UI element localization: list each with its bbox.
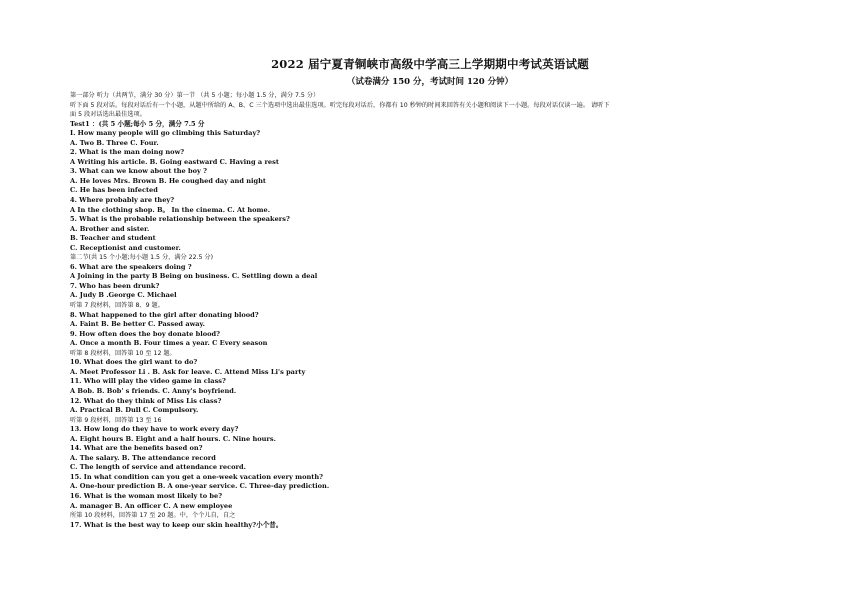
question-line: I. How many people will go climbing this Saturday?	[70, 129, 261, 138]
question-line: 5. What is the probable relationship between the speakers?	[70, 215, 290, 224]
question-line: A. manager B. An officer C. A new employee	[70, 501, 233, 510]
question-line: A In the clothing shop. B。 In the cinema. C. At home.	[70, 205, 271, 214]
question-line: A. Judy B .George C. Michael	[70, 291, 177, 300]
question-line: A. One-hour prediction B. A one-year service. C. Three-day prediction.	[70, 482, 330, 491]
instruction-line: 所第 10 段材料，回答第 17 至 20 题。中，个个儿自，自之	[70, 512, 236, 520]
question-line: 9. How often does the boy donate blood?	[70, 329, 221, 338]
instruction-line: 听第 8 段材料，回答第 10 至 12 题。	[70, 349, 176, 357]
question-line: 2. What is the man doing now?	[70, 148, 185, 157]
instruction-line: 听下面 5 段对话。每段对话后有一个小题，从题中所给的 A、B、C 三个选项中选出最佳选项。听完每段对话后，你都有 10 秒钟的时间来回答有关小题和阅读下一小题。每段对话仅读一遍。 请听下	[70, 101, 610, 109]
instruction-line: 面 5 段对话选出最佳选项。	[70, 111, 146, 119]
question-line: 12. What do they think of Miss Lis class?	[70, 396, 222, 405]
question-line: A. Eight hours B. Eight and a half hours. C. Nine hours.	[70, 434, 276, 443]
question-line: A. He loves Mrs. Brown B. He coughed day and night	[70, 176, 266, 185]
instruction-line: 听第 9 段材料，回答第 13 至 16	[70, 416, 162, 424]
question-line: 8. What happened to the girl after donating blood?	[70, 310, 259, 319]
question-line: A. Practical B. Dull C. Compulsory.	[70, 406, 199, 415]
question-line: A Writing his article. B. Going eastward C. Having a rest	[70, 157, 279, 166]
question-line: A. The salary. B. The attendance record	[70, 453, 216, 462]
question-line: C. He has been infected	[70, 186, 158, 195]
question-line: 14. What are the benefits based on?	[70, 444, 203, 453]
question-line: 7. Who has been drunk?	[70, 281, 160, 290]
question-line: A. Faint B. Be better C. Passed away.	[70, 320, 205, 329]
question-line: A. Two B. Three C. Four.	[70, 138, 159, 147]
instruction-line: 第二节(共 15 个小题;每小题 1.5 分，满分 22.5 分)	[70, 254, 214, 262]
question-line: 10. What does the girl want to do?	[70, 358, 198, 367]
question-line: C. The length of service and attendance record.	[70, 463, 246, 472]
question-line: 15. In what condition can you get a one-week vacation every month?	[70, 472, 323, 481]
exam-body	[70, 91, 800, 530]
page-title: 2022 届宁夏青铜峡市高级中学高三上学期期中考试英语试题	[271, 57, 589, 71]
question-line: 13. How long do they have to work every day?	[70, 425, 239, 434]
question-line: B. Teacher and student	[70, 234, 156, 243]
question-line: 4. Where probably are they?	[70, 196, 175, 205]
question-line: A. Once a month B. Four times a year. C Every season	[70, 339, 268, 348]
instruction-line: 听第 7 段材料，回答第 8、9 题。	[70, 302, 164, 310]
question-line: A Bob. B. Bob' s friends. C. Anny's boyfriend.	[70, 386, 237, 395]
page-subtitle: （试卷满分 150 分，考试时间 120 分钟）	[346, 77, 514, 87]
question-line: A. Brother and sister.	[70, 224, 150, 233]
question-line: 6. What are the speakers doing ?	[70, 262, 192, 271]
question-line: A Joining in the party B Being on business. C. Settling down a deal	[70, 272, 318, 281]
question-line: 17. What is the best way to keep our skin healthy?小个昔。	[70, 520, 283, 529]
question-line: A. Meet Professor Li . B. Ask for leave. C. Attend Miss Li's party	[70, 367, 306, 376]
instruction-line: 第一部分 听力（共两节，满分 30 分）第一节 （共 5 小题；每小题 1.5 分，满分 7.5 分）	[70, 92, 320, 99]
question-line: Test1 ：(共 5 小题;每小 5 分，满分 7.5 分	[70, 119, 205, 128]
question-line: 16. What is the woman most likely to be?	[70, 491, 223, 500]
question-line: C. Receptionist and customer.	[70, 243, 181, 252]
question-line: 3. What can we know about the boy ?	[70, 167, 208, 176]
question-line: 11. Who will play the video game in class?	[70, 377, 226, 386]
